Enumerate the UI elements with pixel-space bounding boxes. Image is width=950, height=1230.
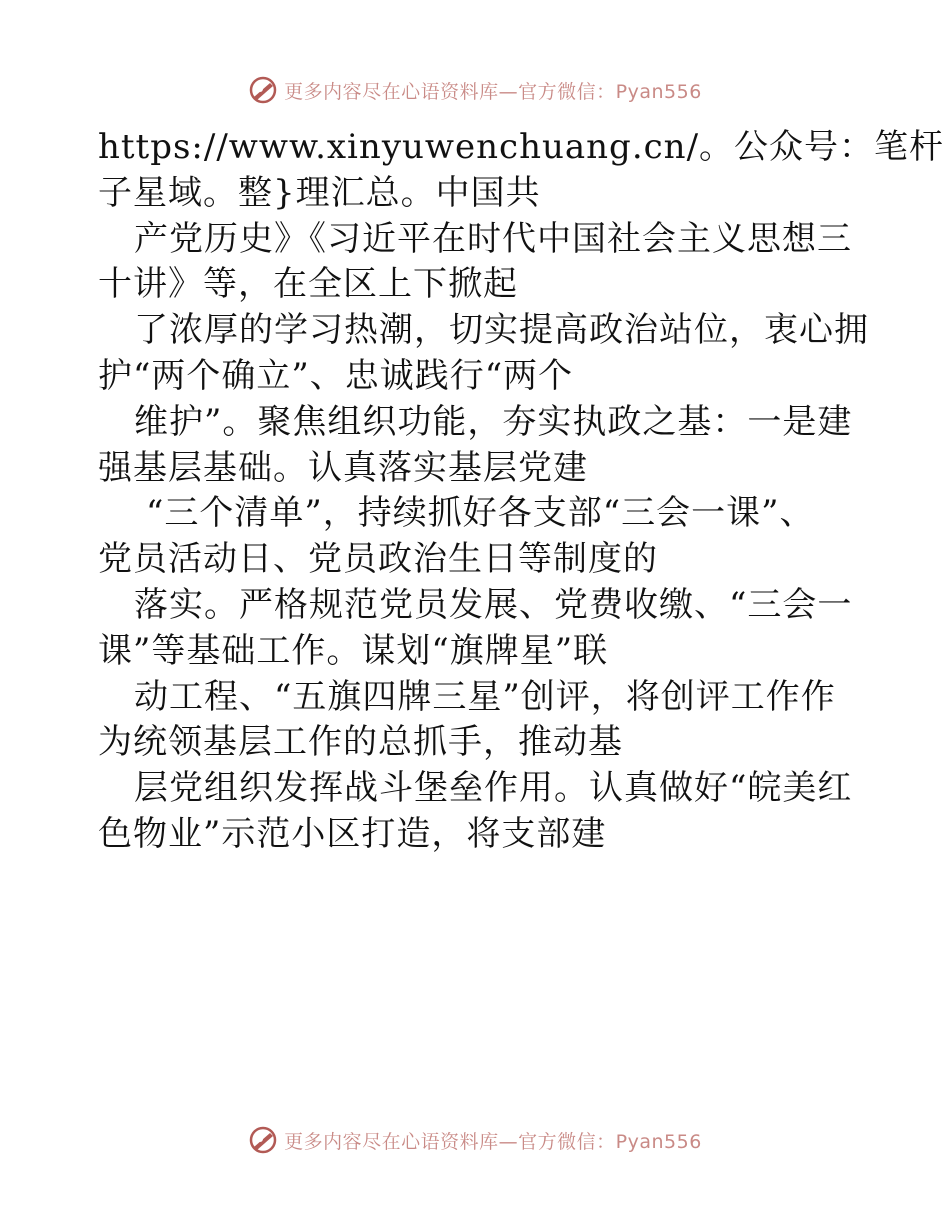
- body-line: 护“两个确立”、忠诚践行“两个: [98, 355, 574, 396]
- body-line: 色物业”示范小区打造，将支部建: [98, 813, 607, 854]
- pen-seal-icon: [248, 1125, 278, 1155]
- body-line: 课”等基础工作。谋划“旗牌星”联: [98, 630, 609, 671]
- body-line: “三个清单”，持续抓好各支部“三会一课”、: [146, 493, 815, 534]
- body-line: 产党历史》《习近平在时代中国社会主义思想三: [134, 218, 852, 259]
- body-line: https://www.xinyuwenchuang.cn/。公众号：笔杆: [98, 127, 945, 167]
- watermark-header: [0, 70, 950, 110]
- body-line: 子星域。整}理汇总。中国共: [98, 172, 541, 213]
- body-line: 落实。严格规范党员发展、党费收缴、“三会一: [134, 584, 853, 625]
- body-line: 党员活动日、党员政治生日等制度的: [98, 539, 658, 580]
- document-body: [98, 125, 945, 858]
- watermark-text: 更多内容尽在心语资料库—官方微信：Pyan556: [284, 80, 702, 103]
- body-line: 强基层基础。认真落实基层党建: [98, 447, 588, 488]
- watermark-footer: [0, 1120, 950, 1160]
- body-line: 动工程、“五旗四牌三星”创评，将创评工作作: [134, 676, 836, 717]
- body-line: 层党组织发挥战斗堡垒作用。认真做好“皖美红: [134, 768, 853, 809]
- pen-seal-icon: [248, 75, 278, 105]
- body-line: 维护”。聚焦组织功能，夯实执政之基：一是建: [134, 401, 853, 442]
- watermark-text: 更多内容尽在心语资料库—官方微信：Pyan556: [284, 1130, 702, 1153]
- body-line: 十讲》等，在全区上下掀起: [98, 264, 518, 305]
- body-line: 为统领基层工作的总抓手，推动基: [98, 722, 623, 763]
- body-line: 了浓厚的学习热潮，切实提高政治站位，衷心拥: [134, 310, 869, 351]
